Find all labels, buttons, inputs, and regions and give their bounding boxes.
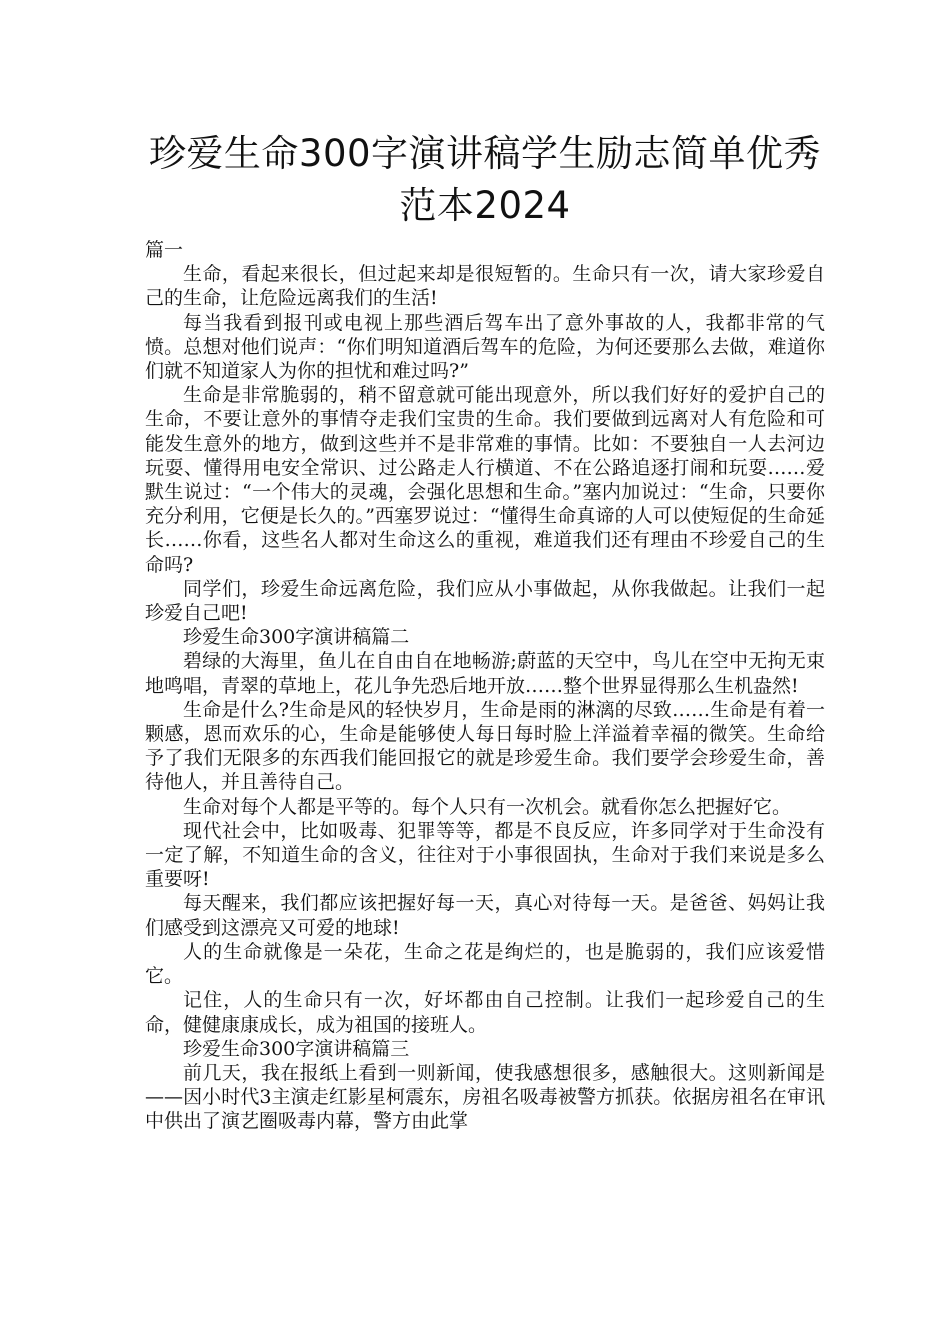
paragraph: 记住，人的生命只有一次，好坏都由自己控制。让我们一起珍爱自己的生命，健健康康成长，成为祖国的接班人。	[145, 989, 825, 1036]
paragraph: 人的生命就像是一朵花，生命之花是绚烂的，也是脆弱的，我们应该爱惜它。	[145, 940, 825, 988]
paragraph: 同学们，珍爱生命远离危险，我们应从小事做起，从你我做起。让我们一起珍爱自己吧!	[145, 577, 825, 625]
paragraph: 碧绿的大海里，鱼儿在自由自在地畅游;蔚蓝的天空中，鸟儿在空中无拘无束地鸣唱，青翠的草地上，花儿争先恐后地开放……整个世界显得那么生机盎然!	[145, 650, 825, 697]
paragraph: 生命，看起来很长，但过起来却是很短暂的。生命只有一次，请大家珍爱自己的生命，让危险远离我们的生活!	[145, 263, 825, 310]
section-heading: 珍爱生命300字演讲稿篇三	[183, 1037, 410, 1060]
section-label: 篇一	[145, 239, 184, 261]
paragraph: 每当我看到报刊或电视上那些酒后驾车出了意外事故的人，我都非常的气愤。总想对他们说声：“你们明知道酒后驾车的危险，为何还要那么去做，难道你们就不知道家人为你的担忧和难过吗?”	[145, 311, 825, 383]
paragraph: 生命是非常脆弱的，稍不留意就可能出现意外，所以我们好好的爱护自己的生命，不要让意外的事情夺走我们宝贵的生命。我们要做到远离对人有危险和可能发生意外的地方，做到这些并不是非常难的事情。比如：不要独自一人去河边玩耍、懂得用电安全常识、过公路走人行横道、不在公路追逐打闹和玩耍……爱默生说过：“一个伟大的灵魂，会强化思想和生命。”塞内加说过：“生命，只要你充分利用，它便是长久的。”西塞罗说过：“懂得生命真谛的人可以使短促的生命延长……你看，这些名人都对生命这么的重视，难道我们还有理由不珍爱自己的生命吗?	[145, 384, 825, 576]
section-heading: 珍爱生命300字演讲稿篇二	[183, 626, 410, 649]
paragraph: 生命是什么?生命是风的轻快岁月，生命是雨的淋漓的尽致……生命是有着一颗感，恩而欢乐的心，生命是能够使人每日每时脸上洋溢着幸福的微笑。生命给予了我们无限多的东西我们能回报它的就是珍爱生命。我们要学会珍爱生命，善待他人，并且善待自己。	[145, 698, 825, 794]
paragraph: 生命对每个人都是平等的。每个人只有一次机会。就看你怎么把握好它。	[183, 795, 792, 818]
document-body	[145, 238, 825, 1134]
paragraph: 现代社会中，比如吸毒、犯罪等等，都是不良反应，许多同学对于生命没有一定了解，不知道生命的含义，往往对于小事很固执，生命对于我们来说是多么重要呀!	[145, 819, 825, 891]
document-title: 珍爱生命300字演讲稿学生励志简单优秀范本2024	[148, 132, 822, 227]
document-page	[145, 128, 825, 1134]
paragraph: 每天醒来，我们都应该把握好每一天，真心对待每一天。是爸爸、妈妈让我们感受到这漂亮又可爱的地球!	[145, 892, 825, 939]
paragraph: 前几天，我在报纸上看到一则新闻，使我感想很多，感触很大。这则新闻是——因小时代3主演走红影星柯震东，房祖名吸毒被警方抓获。依据房祖名在审讯中供出了演艺圈吸毒内幕，警方由此掌	[145, 1061, 825, 1133]
